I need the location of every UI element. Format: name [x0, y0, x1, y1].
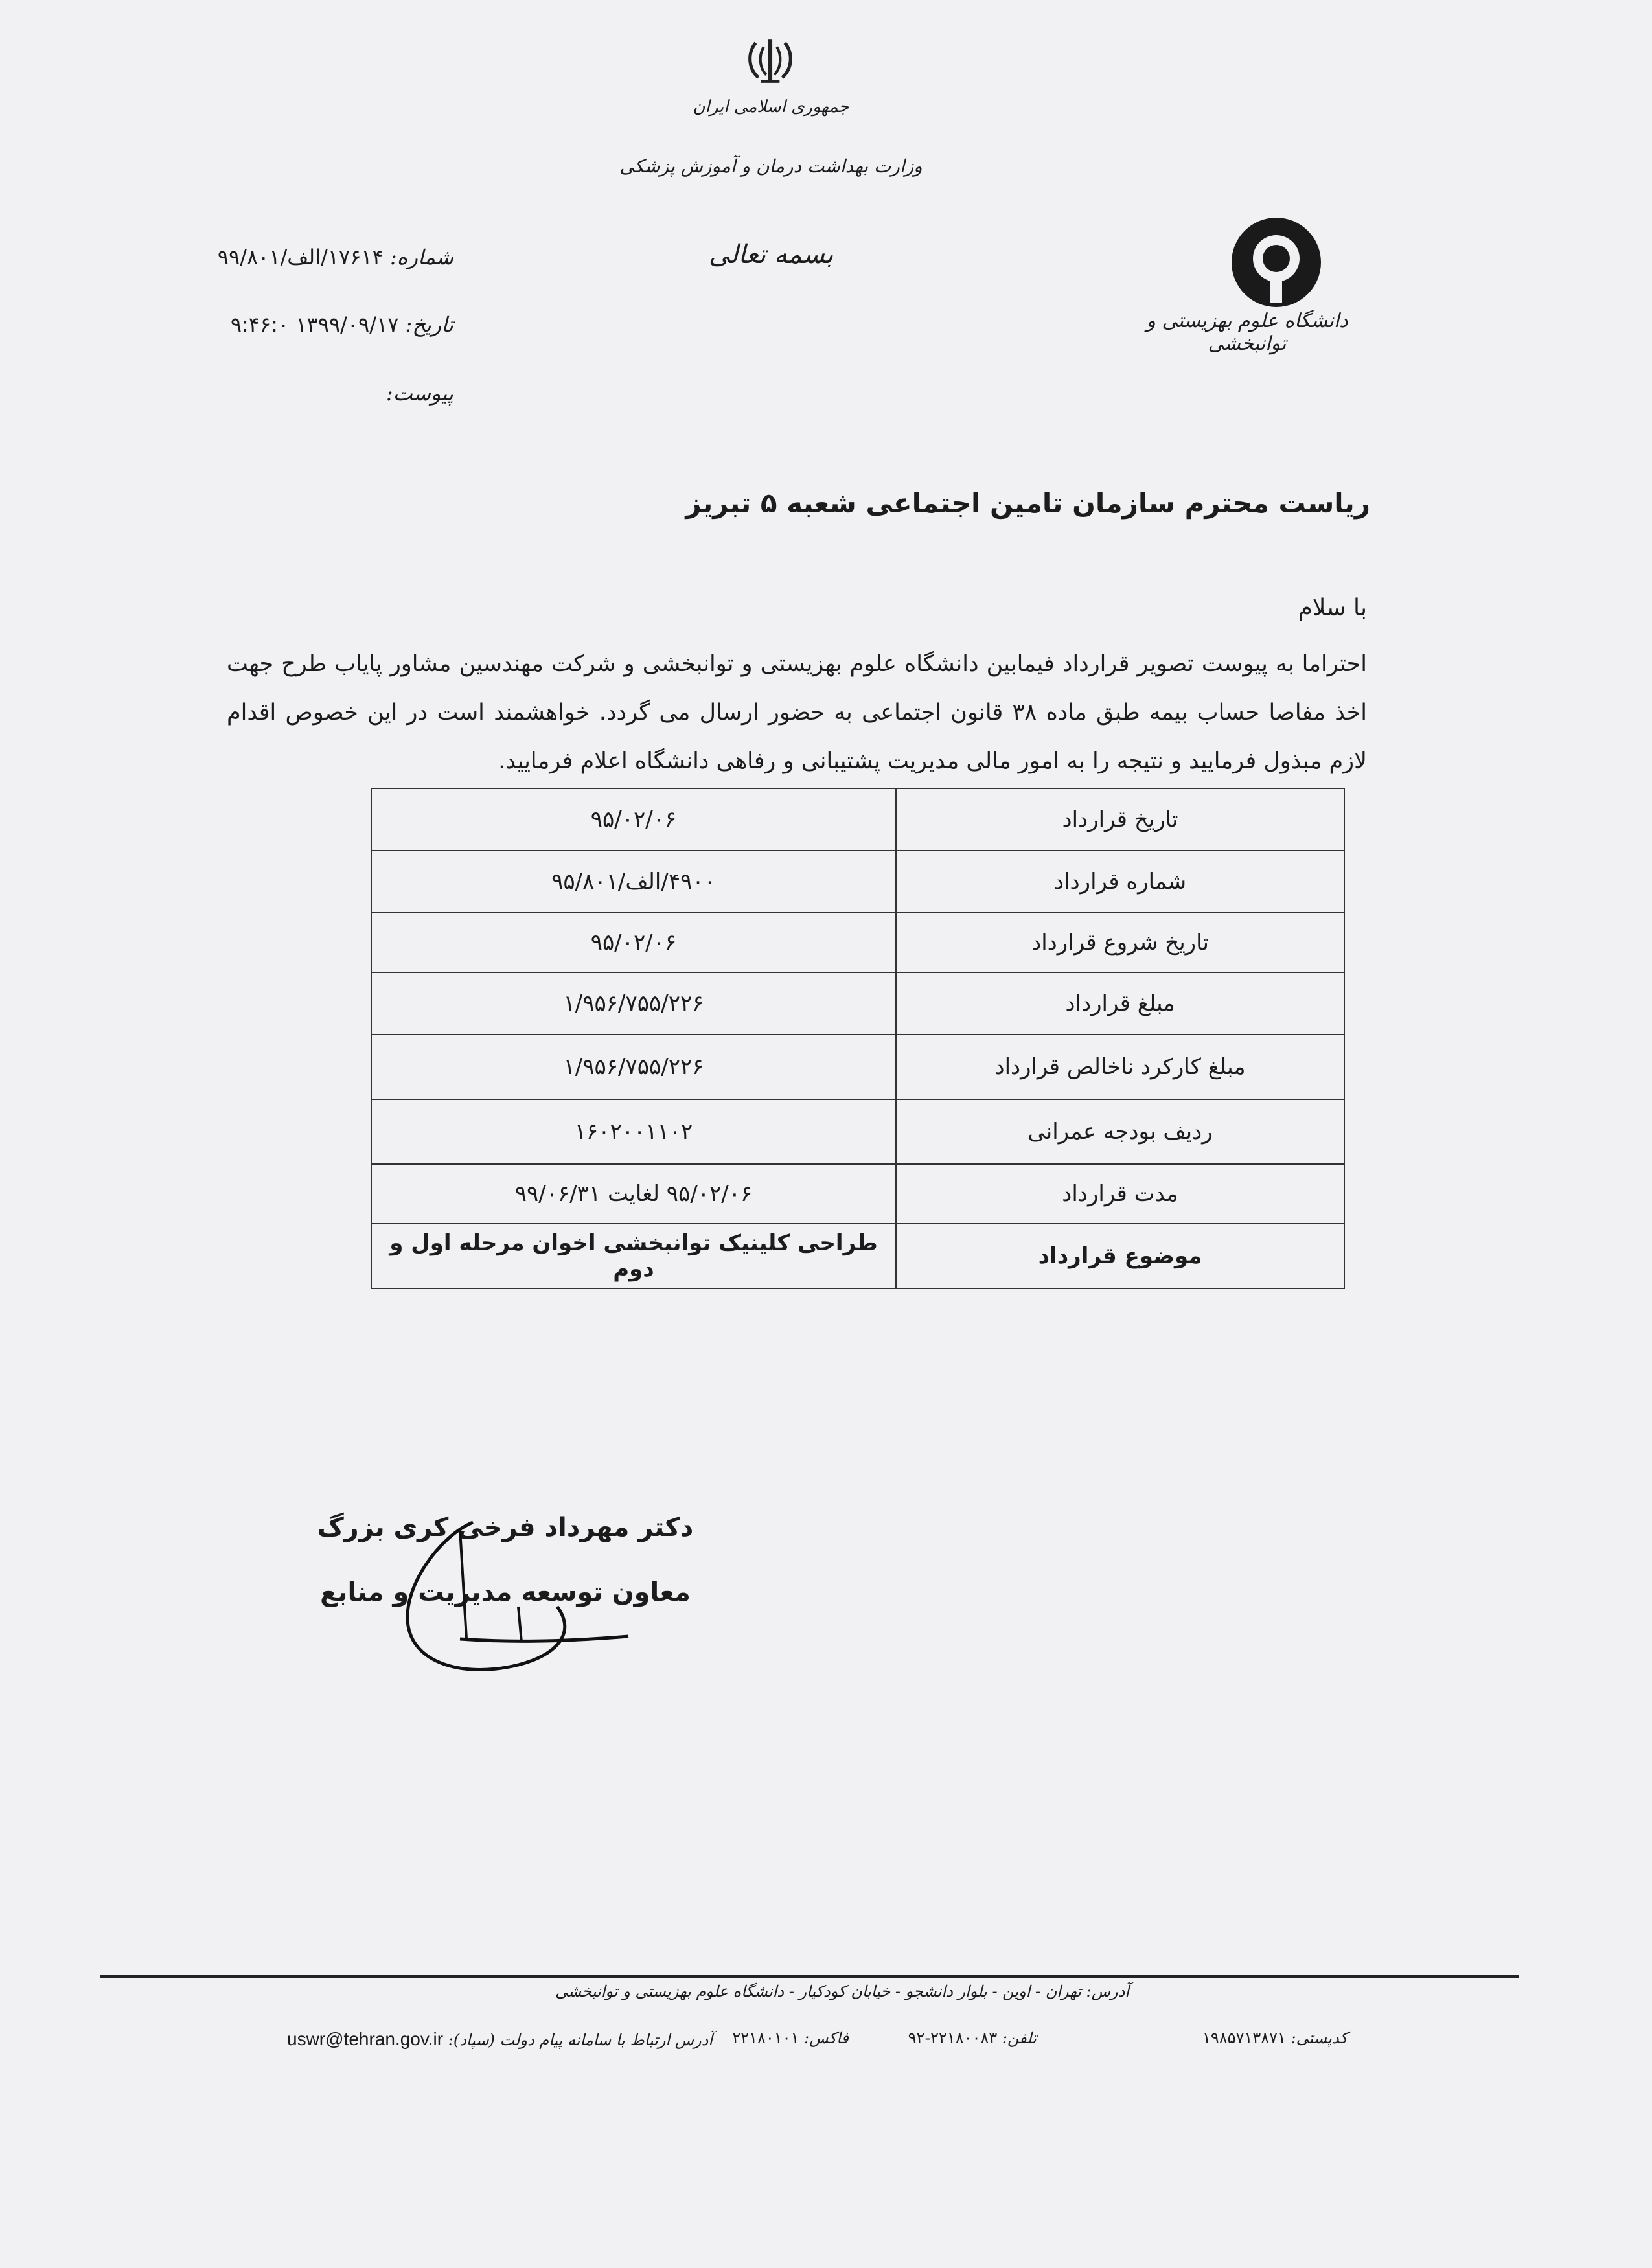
- table-cell-label: تاریخ شروع قرارداد: [896, 913, 1344, 972]
- handwritten-signature: [363, 1509, 700, 1691]
- table-cell-value: ۴۹۰۰/الف/۹۵/۸۰۱: [371, 851, 896, 913]
- postal-code-label: کدپستی:: [1291, 2029, 1348, 2047]
- table-cell-label: موضوع قرارداد: [896, 1224, 1344, 1289]
- phone-label: تلفن:: [1002, 2029, 1037, 2047]
- table-row: [371, 788, 1344, 851]
- iran-emblem-icon: [744, 34, 797, 87]
- ministry-heading: وزارت بهداشت درمان و آموزش پزشکی: [619, 155, 923, 177]
- table-row: [371, 1164, 1344, 1224]
- republic-heading: جمهوری اسلامی ایران: [693, 97, 849, 117]
- table-cell-value: ۱/۹۵۶/۷۵۵/۲۲۶: [371, 972, 896, 1035]
- footer-phone: [842, 2029, 1037, 2047]
- letter-date-label: تاریخ:: [405, 312, 453, 337]
- letter-attachment-label: پیوست:: [385, 381, 453, 406]
- table-row: [371, 972, 1344, 1035]
- table-cell-label: مبلغ قرارداد: [896, 972, 1344, 1035]
- table-cell-value: ۹۵/۰۲/۰۶ لغایت ۹۹/۰۶/۳۱: [371, 1164, 896, 1224]
- footer-fax: [719, 2029, 849, 2047]
- university-name: دانشگاه علوم بهزیستی و توانبخشی: [1146, 310, 1348, 355]
- table-cell-value: ۹۵/۰۲/۰۶: [371, 788, 896, 851]
- letter-attachment: [181, 381, 453, 406]
- table-cell-value: ۱/۹۵۶/۷۵۵/۲۲۶: [371, 1035, 896, 1099]
- fax-value: ۲۲۱۸۰۱۰۱: [732, 2029, 799, 2047]
- table-cell-value: ۹۵/۰۲/۰۶: [371, 913, 896, 972]
- contract-table: [371, 788, 1345, 1289]
- table-cell-value: طراحی کلینیک توانبخشی اخوان مرحله اول و دوم: [371, 1224, 896, 1289]
- footer-email: [287, 2029, 713, 2050]
- table-row: [371, 1035, 1344, 1099]
- greeting-line: با سلام: [1298, 595, 1367, 621]
- footer-divider: [100, 1975, 1519, 1978]
- signatory-name: دکتر مهرداد فرخی کری بزرگ: [317, 1513, 694, 1542]
- table-cell-label: ردیف بودجه عمرانی: [896, 1099, 1344, 1164]
- table-row: [371, 1224, 1344, 1289]
- table-cell-label: شماره قرارداد: [896, 851, 1344, 913]
- footer-address: آدرس: تهران - اوین - بلوار دانشجو - خیابان کودکیار - دانشگاه علوم بهزیستی و توانبخشی: [555, 1982, 1129, 2000]
- table-cell-label: تاریخ قرارداد: [896, 788, 1344, 851]
- table-cell-value: ۱۶۰۲۰۰۱۱۰۲: [371, 1099, 896, 1164]
- table-cell-label: مدت قرارداد: [896, 1164, 1344, 1224]
- letter-number-label: شماره:: [389, 245, 453, 269]
- letter-number: [181, 245, 453, 269]
- letter-body: احتراما به پیوست تصویر قرارداد فیمابین دانشگاه علوم بهزیستی و توانبخشی و شرکت مهندسین مشاور پایاب طرح جهت اخذ مفاصا حساب بیمه طبق ماده ۳۸ قانون اجتماعی به حضور ارسال می گردد. خواهشمند است در این خصوص اقدام لازم مبذول فرمایید و نتیجه را به امور مالی مدیریت پشتیبانی و رفاهی دانشگاه اعلام فرمایید.: [227, 651, 1367, 774]
- postal-code-value: ۱۹۸۵۷۱۳۸۷۱: [1202, 2029, 1286, 2047]
- phone-value: ۲۲۱۸۰۰۸۳-۹۲: [908, 2029, 998, 2047]
- recipient-line: ریاست محترم سازمان تامین اجتماعی شعبه ۵ تبریز: [685, 487, 1370, 519]
- signatory-title: معاون توسعه مدیریت و منابع: [320, 1577, 691, 1607]
- table-cell-label: مبلغ کارکرد ناخالص قرارداد: [896, 1035, 1344, 1099]
- email-label: آدرس ارتباط با سامانه پیام دولت (سپاد):: [448, 2031, 713, 2049]
- table-row: [371, 1099, 1344, 1164]
- email-value: uswr@tehran.gov.ir: [287, 2029, 444, 2049]
- invocation-heading: بسمه تعالی: [708, 240, 834, 269]
- footer-postal-code: [1062, 2029, 1348, 2047]
- university-logo-icon: [1228, 214, 1325, 311]
- table-row: [371, 913, 1344, 972]
- letter-number-value: ۱۷۶۱۴/الف/۹۹/۸۰۱: [217, 245, 384, 269]
- table-row: [371, 851, 1344, 913]
- letter-date: [181, 312, 453, 337]
- letter-date-value: ۱۳۹۹/۰۹/۱۷ ۹:۴۶:۰: [230, 312, 399, 337]
- fax-label: فاکس:: [804, 2029, 849, 2047]
